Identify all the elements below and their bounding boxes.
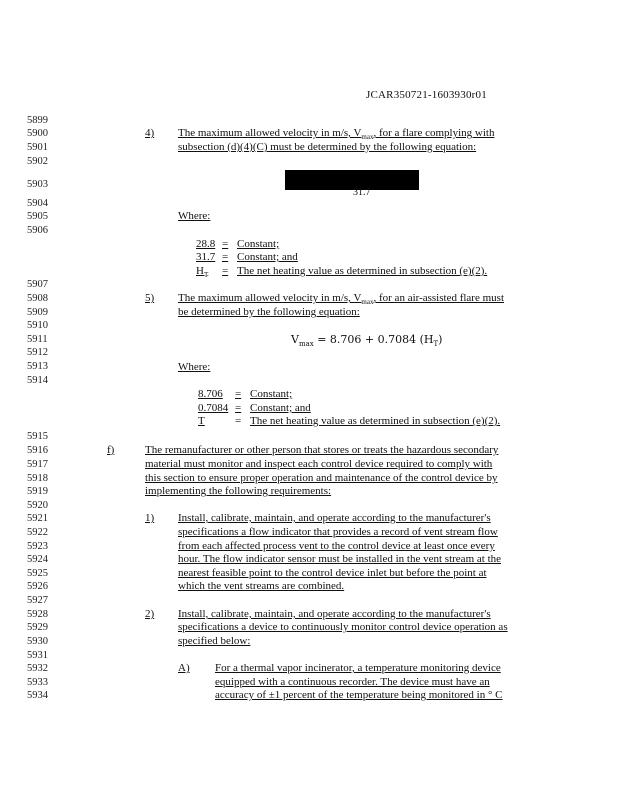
def-equals: =: [235, 402, 242, 414]
line-number: 5916: [27, 445, 48, 456]
line-number: 5926: [27, 581, 48, 592]
line-number: 5919: [27, 486, 48, 497]
line-number: 5927: [27, 595, 48, 606]
def-desc: Constant; and: [250, 402, 311, 414]
def-equals: =: [235, 388, 242, 400]
line-number: 5906: [27, 225, 48, 236]
line-number: 5930: [27, 636, 48, 647]
def-desc: The net heating value as determined in subsection (e)(2).: [237, 265, 488, 277]
item-f1-line: from each affected process vent to the control device at least once every: [178, 540, 495, 552]
line-number: 5903: [27, 179, 48, 190]
line-number: 5901: [27, 142, 48, 153]
document-id: JCAR350721-1603930r01: [366, 89, 487, 101]
item-f1-line: specifications a flow indicator that provides a record of vent stream flow: [178, 526, 498, 538]
item-f1-line: which the vent streams are combined.: [178, 580, 345, 592]
line-number: 5925: [27, 568, 48, 579]
item-f2-label: 2): [145, 608, 155, 620]
item-f2a-line: equipped with a continuous recorder. The device must have an: [215, 676, 490, 688]
item-f2-line: specifications a device to continuously monitor control device operation as: [178, 621, 508, 633]
item4-equation-denominator: 31.7: [353, 187, 371, 198]
line-number: 5915: [27, 431, 48, 442]
line-number: 5921: [27, 513, 48, 524]
def-term: 0.7084: [198, 402, 229, 414]
section-f-line: implementing the following requirements:: [145, 485, 332, 497]
line-number: 5914: [27, 375, 48, 386]
def-term-ht: $H_T$: [196, 265, 209, 280]
line-number: 5900: [27, 128, 48, 139]
line-number: 5899: [27, 115, 48, 126]
def-term: T: [198, 415, 205, 427]
item-f2a-label: A): [178, 662, 190, 674]
item4-line1: The maximum allowed velocity in m/s, $V_{max}$, for a flare complying with: [178, 127, 495, 142]
line-number: 5933: [27, 677, 48, 688]
def-equals: =: [235, 415, 242, 427]
line-number: 5911: [27, 334, 48, 345]
def-desc: The net heating value as determined in subsection (e)(2).: [250, 415, 501, 427]
item5-line1: The maximum allowed velocity in m/s, $V_{max}$, for an air-assisted flare must: [178, 292, 504, 307]
line-number: 5910: [27, 320, 48, 331]
line-number: 5904: [27, 198, 48, 209]
item-f2a-line: For a thermal vapor incinerator, a temperature monitoring device: [215, 662, 501, 674]
item5-equation: $V_{max} = 8.706 + 0.7084$ $(H_T)$: [291, 333, 443, 349]
section-f-label: f): [107, 444, 115, 456]
line-number: 5923: [27, 541, 48, 552]
def-desc: Constant;: [237, 238, 280, 250]
line-number: 5909: [27, 307, 48, 318]
def-equals: =: [222, 265, 229, 277]
section-f-line: The remanufacturer or other person that stores or treats the hazardous secondary: [145, 444, 499, 456]
item4-where: Where:: [178, 210, 211, 222]
item-f2a-line: accuracy of ±1 percent of the temperature being monitored in ° C: [215, 689, 503, 701]
line-number: 5918: [27, 473, 48, 484]
item4-line2: subsection (d)(4)(C) must be determined by the following equation:: [178, 141, 477, 153]
line-number: 5912: [27, 347, 48, 358]
def-term: 31.7: [196, 251, 216, 263]
def-term: 8.706: [198, 388, 223, 400]
item4-number: 4): [145, 127, 155, 139]
line-number: 5928: [27, 609, 48, 620]
line-number: 5929: [27, 622, 48, 633]
line-number: 5932: [27, 663, 48, 674]
line-number: 5902: [27, 156, 48, 167]
item5-where: Where:: [178, 361, 211, 373]
item-f1-line: Install, calibrate, maintain, and operate according to the manufacturer's: [178, 512, 491, 524]
section-f-line: this section to ensure proper operation and maintenance of the control device by: [145, 472, 498, 484]
line-number: 5922: [27, 527, 48, 538]
def-term: 28.8: [196, 238, 216, 250]
item-f1-label: 1): [145, 512, 155, 524]
item-f2-line: specified below:: [178, 635, 251, 647]
line-number: 5920: [27, 500, 48, 511]
def-desc: Constant; and: [237, 251, 298, 263]
line-number: 5908: [27, 293, 48, 304]
item5-line2: be determined by the following equation:: [178, 306, 360, 318]
item-f1-line: hour. The flow indicator sensor must be installed in the vent stream at the: [178, 553, 502, 565]
line-number: 5913: [27, 361, 48, 372]
section-f-line: material must monitor and inspect each control device required to comply with: [145, 458, 493, 470]
line-number: 5907: [27, 279, 48, 290]
line-number: 5917: [27, 459, 48, 470]
line-number: 5934: [27, 690, 48, 701]
def-desc: Constant;: [250, 388, 293, 400]
line-number: 5905: [27, 211, 48, 222]
def-equals: =: [222, 238, 229, 250]
line-number: 5931: [27, 650, 48, 661]
redaction-bar: [285, 170, 419, 190]
item-f1-line: nearest feasible point to the control device inlet but before the point at: [178, 567, 487, 579]
line-number: 5924: [27, 554, 48, 565]
item-f2-line: Install, calibrate, maintain, and operate according to the manufacturer's: [178, 608, 491, 620]
item5-number: 5): [145, 292, 155, 304]
def-equals: =: [222, 251, 229, 263]
